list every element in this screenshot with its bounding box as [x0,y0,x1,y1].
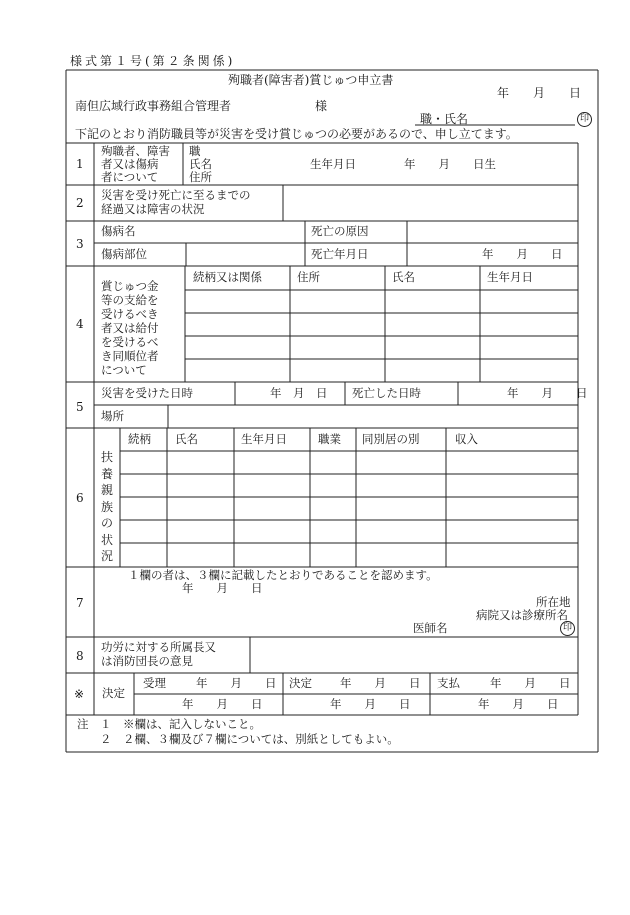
row9-pay-label: 支払 [437,676,460,690]
row1-birth-label: 生年月日 [310,157,356,171]
row6-header-income: 収入 [455,432,478,446]
row7-hospital: 病院又は診療所名 [476,608,568,622]
row4-header-name: 氏名 [392,270,415,284]
row3-number: 3 [76,237,84,251]
row3-death-cause: 死亡の原因 [311,224,369,238]
row4-label-line1: 賞じゅつ金 [101,279,159,293]
row4-label-line2: 等の支給を [101,293,159,307]
row9-pay-date2: 年 月 日 [478,697,559,711]
row5-place: 場所 [101,409,124,423]
row4-header-relation: 続柄又は関係 [193,270,262,284]
row6-header-name: 氏名 [175,432,198,446]
row7-doctor: 医師名 [413,621,448,635]
row1-label-line3: 者について [101,170,159,184]
row9-receive-date: 年 月 日 [196,676,277,690]
form-title: 殉職者(障害者)賞じゅつ申立書 [228,73,394,87]
submission-date: 年 月 日 [497,86,582,100]
row4-label-line4: 者又は給付 [101,321,159,335]
row1-label-line1: 殉職者、障害 [101,144,170,158]
intro-text: 下記のとおり消防職員等が災害を受け賞じゅつの必要があるので、申し立てます。 [75,127,518,141]
note-2: ２ ２欄、３欄及び７欄については、別紙としてもよい。 [100,732,399,746]
row4-label-line5: を受けるべ [101,335,159,349]
row4-number: 4 [76,317,84,331]
row3-injury-part: 傷病部位 [101,247,147,261]
row5-death-label: 死亡した日時 [352,386,421,400]
row8-label-line1: 功労に対する所属長又 [101,640,216,654]
seal-icon: 印 [577,112,592,127]
row4-label-line7: について [101,363,147,377]
row6-vertical-label: 扶養親族の状況 [100,450,113,563]
row6-header-occupation: 職業 [318,432,341,446]
row9-pay-date: 年 月 日 [490,676,571,690]
row1-birth-value: 年 月 日生 [404,157,496,171]
honorific: 様 [315,99,328,113]
row7-location: 所在地 [536,595,571,609]
addressee: 南但広域行政事務組合管理者 [75,99,232,113]
row4-header-address: 住所 [297,270,320,284]
notes-lead: 注 [77,717,89,731]
row2-label-line1: 災害を受け死亡に至るまでの [101,188,251,202]
row5-death-date: 年 月 日 [507,386,588,400]
row3-death-date-label: 死亡年月日 [311,247,369,261]
row8-label-line2: は消防団長の意見 [101,654,193,668]
row6-number: 6 [76,491,84,505]
row5-number: 5 [76,400,84,414]
row9-decide-date2: 年 月 日 [330,697,411,711]
row1-number: 1 [76,157,84,171]
row9-mark: ※ [74,687,85,701]
form-number: 様式第１号(第２条関係) [70,54,236,68]
row6-header-cohabitation: 同別居の別 [362,432,420,446]
row9-receive-label: 受理 [143,676,166,690]
row1-occupation: 職 [189,144,201,158]
row3-injury-name: 傷病名 [101,224,136,238]
seal-icon-doctor: 印 [560,621,575,636]
row9-receive-date2: 年 月 日 [182,697,263,711]
row8-number: 8 [76,649,84,663]
row4-label-line3: 受けるべき [101,307,159,321]
applicant-label: 職・氏名 [420,112,469,126]
row4-header-birth: 生年月日 [487,270,533,284]
row4-label-line6: き同順位者 [101,349,159,363]
row6-header-relation: 続柄 [128,432,151,446]
row9-label: 決定 [102,686,125,700]
row2-label-line2: 経過又は障害の状況 [101,202,205,216]
row3-death-date-value: 年 月 日 [482,247,563,261]
row7-statement: １欄の者は、３欄に記載したとおりであることを認めます。 [128,568,438,582]
note-1: １ ※欄は、記入しないこと。 [100,717,261,731]
row9-decide-label: 決定 [289,676,312,690]
row9-decide-date: 年 月 日 [340,676,421,690]
row7-date: 年 月 日 [182,581,263,595]
row5-disaster-date: 年 月 日 [270,386,328,400]
row5-disaster-date-label: 災害を受けた日時 [101,386,193,400]
row1-name: 氏名 [189,157,212,171]
row6-header-birth: 生年月日 [241,432,287,446]
row7-number: 7 [76,596,84,610]
row1-address: 住所 [189,170,212,184]
row1-label-line2: 者又は傷病 [101,157,159,171]
row2-number: 2 [76,196,84,210]
